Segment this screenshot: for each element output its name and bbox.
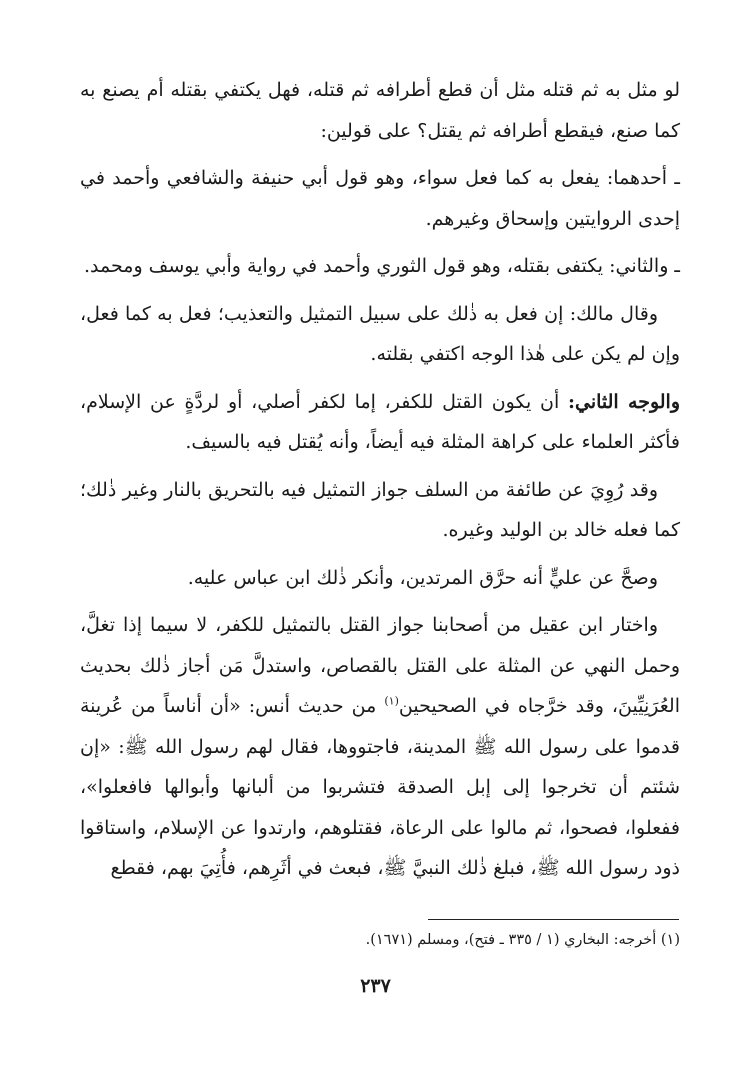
paragraph-4: وقال مالك: إن فعل به ذٰلك على سبيل التمثيل والتعذيب؛ فعل به كما فعل، وإن لم يكن على هٰذا الوجه اكتفي بقلته. xyxy=(80,302,680,365)
paragraph-2: ـ أحدهما: يفعل به كما فعل سواء، وهو قول أبي حنيفة والشافعي وأحمد في إحدى الروايتين وإسحاق وغيرهم. xyxy=(80,167,680,230)
footnote-marker: (١) xyxy=(384,694,399,708)
paragraph-8 xyxy=(80,605,680,889)
footnote-separator xyxy=(428,919,679,920)
page-number: ٢٣٧ xyxy=(360,975,391,997)
paragraph-1: لو مثل به ثم قتله مثل أن قطع أطرافه ثم قتله، فهل يكتفي بقتله أم يصنع به كما صنع، فيقطع أطرافه ثم يقتل؟ على قولين: xyxy=(80,79,680,142)
footnote: (١) أخرجه: البخاري (١ / ٣٣٥ ـ فتح)، ومسلم (١٦٧١). xyxy=(365,932,680,948)
paragraph-7: وصحَّ عن عليٍّ أنه حرَّق المرتدين، وأنكر ذٰلك ابن عباس عليه. xyxy=(187,566,658,589)
paragraph-6: وقد رُوِيَ عن طائفة من السلف جواز التمثيل فيه بالتحريق بالنار وغير ذٰلك؛ كما فعله خالد بن الوليد وغيره. xyxy=(80,478,680,541)
paragraph-5 xyxy=(80,382,680,463)
paragraph-8-before-note: واختار ابن عقيل من أصحابنا جواز القتل بالتمثيل للكفر، لا سيما إذا تغلَّ، وحمل النهي عن المثلة على القتل بالقصاص، واستدلَّ مَن أجاز ذٰلك بحديث العُرَنِيِّينَ، وقد خرَّجاه في الصحيحين xyxy=(80,614,680,717)
main-text xyxy=(80,70,680,896)
paragraph-3: ـ والثاني: يكتفى بقتله، وهو قول الثوري وأحمد في رواية وأبي يوسف ومحمد. xyxy=(84,255,680,277)
section-lead: والوجه الثاني: xyxy=(567,390,680,413)
paragraph-5-body: أن يكون القتل للكفر، إما لكفر أصلي، أو لردَّةٍ عن الإسلام، فأكثر العلماء على كراهة المثلة فيه أيضاً، وأنه يُقتل فيه بالسيف. xyxy=(80,390,680,453)
paragraph-8-after-note: من حديث أنس: «أن أناساً من عُرينة قدموا على رسول الله ﷺ المدينة، فاجتووها، فقال لهم رسول الله ﷺ: «إن شئتم أن تخرجوا إلى إبل الصدقة فتشربوا من ألبانها وأبوالها فافعلوا»، ففعلوا، فصحوا، ثم مالوا على الرعاة، فقتلوهم، وارتدوا عن الإسلام، واستاقوا ذود رسول الله ﷺ، فبلغ ذٰلك النبيَّ ﷺ، فبعث في أثَرِهم، فأُتِيَ بهم، فقطع xyxy=(80,695,680,879)
